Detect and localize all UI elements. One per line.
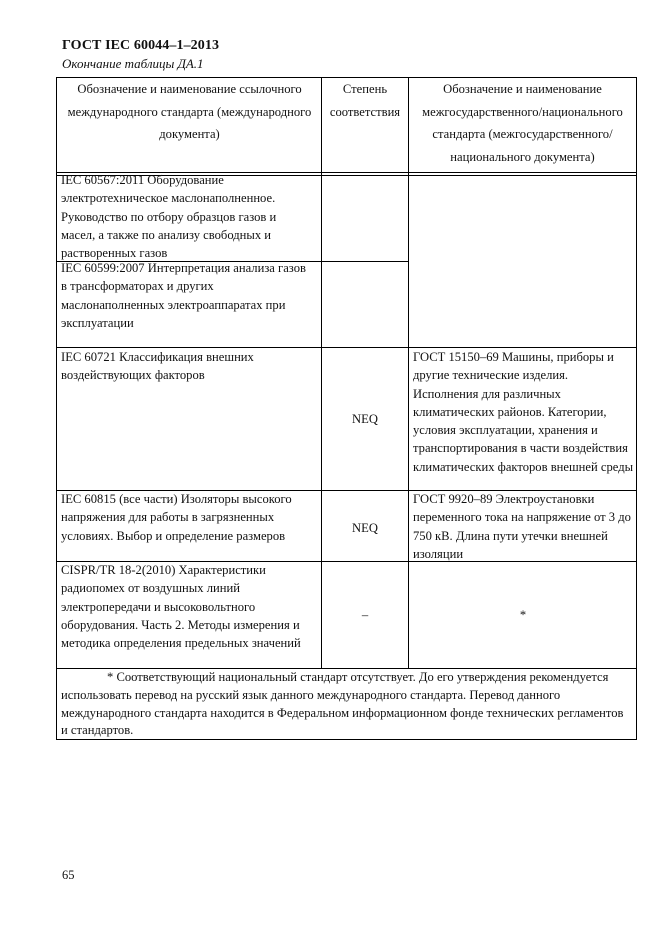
table-border-left xyxy=(56,77,57,740)
table-row-national: ГОСТ 15150–69 Машины, приборы и другие технические изделия. Исполнения для различных климатических районов. Категории, условия эксплуатации, хранения и транспортирования в части воздействия климатических факторов внешней среды xyxy=(413,350,634,474)
table-row-national: ГОСТ 9920–89 Электроустановки переменного тока на напряжение от 3 до 750 кВ. Длина пути утечки внешней изоляции xyxy=(413,492,631,561)
table-row-national: * xyxy=(519,608,527,622)
table-row-international: IEC 60815 (все части) Изоляторы высокого напряжения для работы в загрязненных условиях. Выбор и определение размеров xyxy=(61,492,292,543)
document-code: ГОСТ IEC 60044–1–2013 xyxy=(62,38,220,53)
column-divider xyxy=(321,77,322,668)
page-number: 65 xyxy=(62,868,75,882)
table-row-degree: – xyxy=(361,608,369,622)
column-header-national: Обозначение и наименование межгосударственного/национального стандарта (межгосударственного/ национального документа) xyxy=(422,82,623,164)
column-header-degree: Степень соответствия xyxy=(329,82,401,119)
table-row-international: IEC 60567:2011 Оборудование электротехническое маслонаполненное. Руководство по отбору образцов газов и масел, а также по анализу свободных и растворенных газов xyxy=(61,173,277,261)
table-continuation-caption: Окончание таблицы ДА.1 xyxy=(62,56,204,71)
column-header-international: Обозначение и наименование ссылочного международного стандарта (международного документа) xyxy=(67,82,312,141)
column-divider xyxy=(408,77,409,668)
standards-table xyxy=(56,77,637,740)
table-row-degree: NEQ xyxy=(352,412,378,426)
table-row-international: IEC 60721 Классификация внешних воздействующих факторов xyxy=(61,350,254,383)
table-row-international: IEC 60599:2007 Интерпретация анализа газов в трансформаторах и других маслонаполненных электроаппаратах при эксплуатации xyxy=(61,261,306,330)
table-border-right xyxy=(636,77,637,740)
table-row-international: CISPR/TR 18-2(2010) Характеристики радиопомех от воздушных линий электропередачи и высоковольтного оборудования. Часть 2. Методы измерения и методика определения предельных значений xyxy=(61,563,301,651)
table-row-degree: NEQ xyxy=(352,521,378,535)
table-footnote: * Соответствующий национальный стандарт отсутствует. До его утверждения рекомендуется использовать перевод на русский язык данного международного стандарта. Перевод данного международного стандарта находится в Федеральном информационном фонде технических регламентов и стандартов. xyxy=(61,670,624,738)
